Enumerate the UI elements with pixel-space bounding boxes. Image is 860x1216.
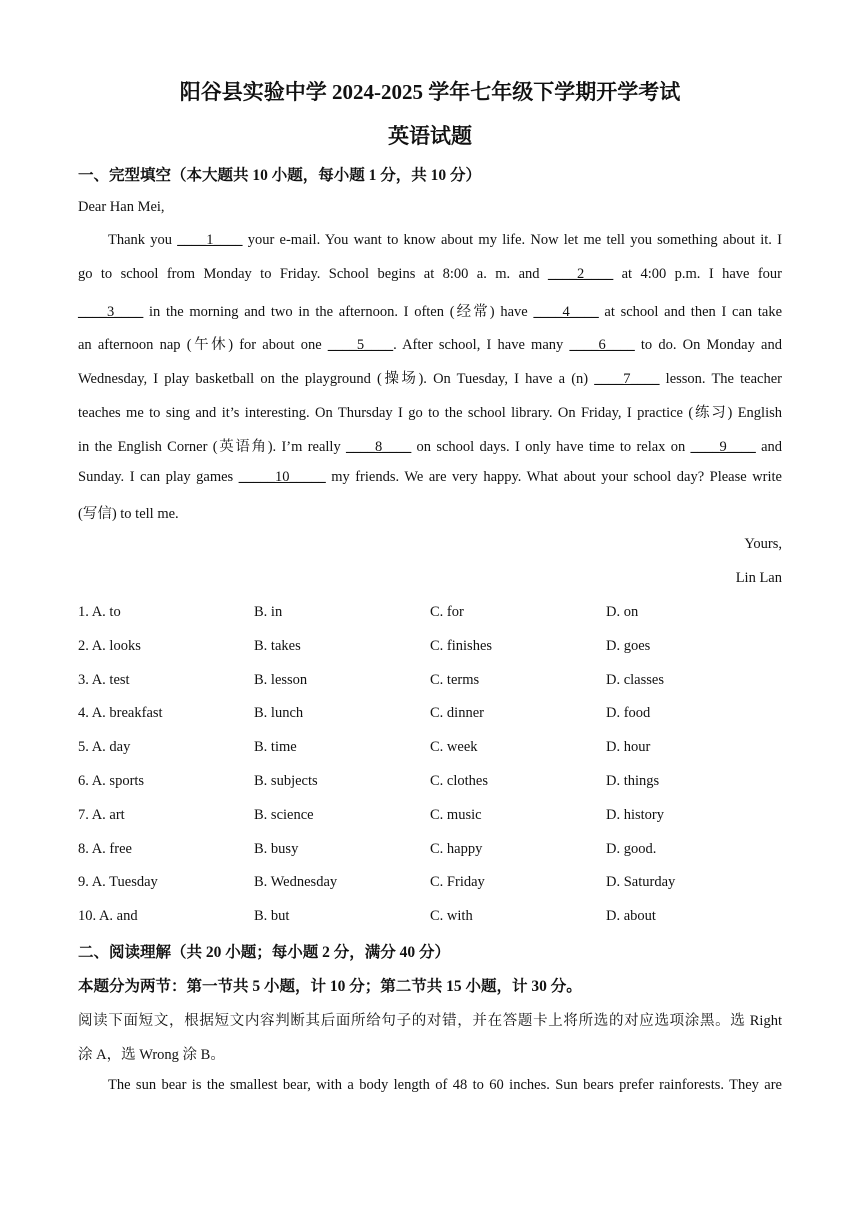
option-a: 10. A. and xyxy=(78,908,138,924)
passage-line-4: an afternoon nap (午休) for about one ____5____. After school, I have many ____6____ to do. On Monday and xyxy=(78,337,782,353)
section2-heading: 二、阅读理解（共 20 小题；每小题 2 分，满分 40 分） xyxy=(78,944,451,961)
letter-greeting: Dear Han Mei, xyxy=(78,199,165,215)
exam-subject-title: 英语试题 xyxy=(388,124,472,148)
option-b: B. in xyxy=(254,604,283,620)
option-d: D. hour xyxy=(606,739,651,755)
letter-closing: Yours, xyxy=(744,536,782,552)
option-a: 4. A. breakfast xyxy=(78,705,163,721)
option-c: C. week xyxy=(430,739,478,755)
option-a: 1. A. to xyxy=(78,604,121,620)
option-b: B. Wednesday xyxy=(254,874,338,890)
option-a: 5. A. day xyxy=(78,739,131,755)
option-d: D. things xyxy=(606,773,660,789)
blank-4: ____4____ xyxy=(533,304,599,320)
option-c: C. happy xyxy=(430,841,483,857)
option-c: C. for xyxy=(430,604,464,620)
reading-passage-line-1: The sun bear is the smallest bear, with a body length of 48 to 60 inches. Sun bears prefer rainforests. They are xyxy=(108,1077,782,1093)
option-d: D. food xyxy=(606,705,651,721)
option-d: D. Saturday xyxy=(606,874,676,890)
passage-line-8: Sunday. I can play games _____10_____ my friends. We are very happy. What about your school day? Please write xyxy=(78,469,782,485)
option-d: D. about xyxy=(606,908,656,924)
option-c: C. with xyxy=(430,908,473,924)
option-a: 3. A. test xyxy=(78,672,130,688)
option-c: C. dinner xyxy=(430,705,484,721)
passage-line-6: teaches me to sing and it’s interesting. On Thursday I go to the school library. On Friday, I practice (练习) English xyxy=(78,405,782,421)
passage-line-5: Wednesday, I play basketball on the playground (操场). On Tuesday, I have a (n) ____7____ lesson. The teacher xyxy=(78,371,782,387)
option-c: C. terms xyxy=(430,672,480,688)
blank-7: ____7____ xyxy=(594,371,660,387)
blank-8: ____8____ xyxy=(346,439,412,455)
option-b: B. takes xyxy=(254,638,301,654)
passage-line-9: (写信) to tell me. xyxy=(78,506,179,522)
option-a: 9. A. Tuesday xyxy=(78,874,158,890)
exam-title: 阳谷县实验中学 2024-2025 学年七年级下学期开学考试 xyxy=(179,80,681,104)
blank-1: ____1____ xyxy=(177,232,243,248)
option-b: B. time xyxy=(254,739,297,755)
option-b: B. but xyxy=(254,908,290,924)
letter-signature: Lin Lan xyxy=(735,570,782,586)
option-a: 2. A. looks xyxy=(78,638,141,654)
option-b: B. lesson xyxy=(254,672,308,688)
option-c: C. music xyxy=(430,807,482,823)
option-c: C. clothes xyxy=(430,773,488,789)
option-a: 8. A. free xyxy=(78,841,132,857)
option-a: 6. A. sports xyxy=(78,773,145,789)
blank-5: ____5____ xyxy=(327,337,394,353)
blank-3: ____3____ xyxy=(78,304,144,320)
section2-subheading: 本题分为两节：第一节共 5 小题，计 10 分；第二节共 15 小题，计 30 分。 xyxy=(78,978,582,995)
instructions-line-2: 涂 A，选 Wrong 涂 B。 xyxy=(78,1047,225,1063)
passage-line-2: go to school from Monday to Friday. School begins at 8:00 a. m. and ____2____ at 4:00 p.m. I have four xyxy=(78,266,782,282)
passage-line-3: ____3____ in the morning and two in the afternoon. I often (经常) have ____4____ at school and then I can take xyxy=(78,304,783,320)
option-d: D. goes xyxy=(606,638,651,654)
option-d: D. on xyxy=(606,604,639,620)
blank-9: ____9____ xyxy=(690,439,756,455)
option-b: B. lunch xyxy=(254,705,304,721)
option-d: D. history xyxy=(606,807,664,823)
passage-line-7: in the English Corner (英语角). I’m really ____8____ on school days. I only have time to relax on ____9____ and xyxy=(78,439,783,455)
blank-2: ____2____ xyxy=(547,266,614,282)
blank-6: ____6____ xyxy=(569,337,635,353)
passage-line-1: Thank you ____1____ your e-mail. You want to know about my life. Now let me tell you something about it. I xyxy=(108,232,782,248)
blank-10: _____10_____ xyxy=(238,469,326,485)
section1-heading: 一、完型填空（本大题共 10 小题，每小题 1 分，共 10 分） xyxy=(78,167,482,184)
option-b: B. science xyxy=(254,807,314,823)
option-d: D. classes xyxy=(606,672,664,688)
option-a: 7. A. art xyxy=(78,807,125,823)
option-b: B. busy xyxy=(254,841,299,857)
option-b: B. subjects xyxy=(254,773,318,789)
option-c: C. Friday xyxy=(430,874,485,890)
option-d: D. good. xyxy=(606,841,657,857)
option-c: C. finishes xyxy=(430,638,493,654)
instructions-line-1: 阅读下面短文，根据短文内容判断其后面所给句子的对错，并在答题卡上将所选的对应选项涂黑。选 Right xyxy=(78,1013,782,1029)
